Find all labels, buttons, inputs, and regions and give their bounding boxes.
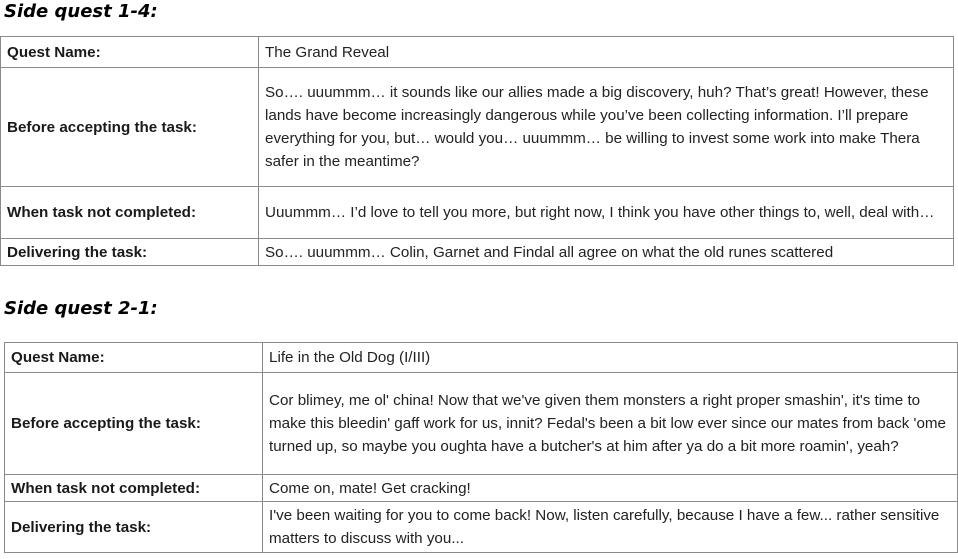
before-accepting-label: Before accepting the task: <box>5 373 263 475</box>
quest-heading: Side quest 1-4: <box>4 1 158 22</box>
delivering-value: So…. uuummm… Colin, Garnet and Findal all agree on what the old runes scattered <box>265 243 834 261</box>
table-row <box>1 37 954 68</box>
not-completed-label: When task not completed: <box>5 475 263 502</box>
not-completed-value: Uuummm… I’d love to tell you more, but right now, I think you have other things to, well, deal with… <box>259 187 954 239</box>
quest-name-value: Life in the Old Dog (I/III) <box>263 343 958 373</box>
delivering-value: I've been waiting for you to come back! Now, listen carefully, because I have a few... rather sensitive matters to discuss with you... <box>263 502 958 553</box>
before-accepting-value: Cor blimey, me ol' china! Now that we've given them monsters a right proper smashin', it's time to make this bleedin' gaff work for us, innit? Fedal's been a bit low ever since our mates from back 'ome turned up, so maybe you oughta have a butcher's at him after ya do a bit more roamin', yeah? <box>263 373 958 475</box>
quest-name-label: Quest Name: <box>1 37 259 68</box>
delivering-label: Delivering the task: <box>5 502 263 553</box>
table-row <box>5 502 958 553</box>
quest-name-value: The Grand Reveal <box>259 37 954 68</box>
table-row <box>5 373 958 475</box>
table-row <box>1 68 954 187</box>
not-completed-label: When task not completed: <box>1 187 259 239</box>
quest-heading: Side quest 2-1: <box>4 298 158 319</box>
table-row <box>5 343 958 373</box>
before-accepting-label: Before accepting the task: <box>1 68 259 187</box>
quest-table <box>4 342 958 553</box>
table-row <box>5 475 958 502</box>
delivering-label: Delivering the task: <box>1 239 259 266</box>
before-accepting-value: So…. uuummm… it sounds like our allies made a big discovery, huh? That’s great! However, these lands have become increasingly dangerous while you’ve been collecting information. I’ll prepare everything for you, but… would you… uuummm… be willing to invest some work into make Thera safer in the meantime? <box>259 68 954 187</box>
not-completed-value: Come on, mate! Get cracking! <box>263 475 958 502</box>
table-row <box>1 239 954 266</box>
quest-name-label: Quest Name: <box>5 343 263 373</box>
quest-table <box>0 36 954 266</box>
table-row <box>1 187 954 239</box>
